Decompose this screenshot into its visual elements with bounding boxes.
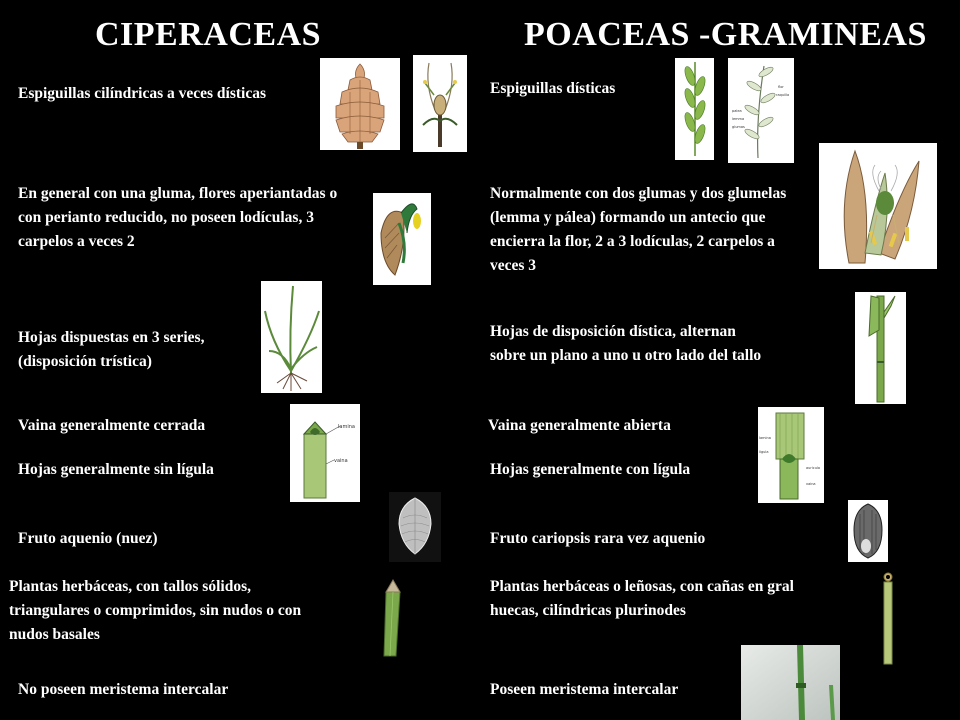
cyperaceae-aquenio-image xyxy=(389,492,441,562)
cip-ligula-text: Hojas generalmente sin lígula xyxy=(18,461,214,478)
poa-hojas-disticas-text: Hojas de disposición dística, alternan sobre un plano a uno u otro lado del tallo xyxy=(490,323,762,364)
raquilla-label: raquilla xyxy=(776,93,790,97)
cip-tallos-text: Plantas herbáceas, con tallos sólidos, triangulares o comprimidos, sin nudos o con nudos basales xyxy=(9,578,302,643)
poaceae-cariopsis-image xyxy=(848,500,888,562)
cyperaceae-gluma-image xyxy=(373,193,431,285)
cip-vaina-text: Vaina generalmente cerrada xyxy=(18,417,206,434)
poaceae-hoja-image xyxy=(855,292,906,404)
cyperaceae-plant-image xyxy=(261,281,322,393)
ciperaceas-title: CIPERACEAS xyxy=(95,16,322,53)
cyperaceae-flower-image xyxy=(413,55,467,152)
lamina-left-label: lamina xyxy=(338,424,355,430)
poaceae-meristema-image xyxy=(741,645,840,720)
flor-label: flor xyxy=(778,85,784,89)
lemma-label: lemma xyxy=(732,117,745,121)
auricula-right-label: auricula xyxy=(806,466,821,470)
cip-espiguillas-text: Espiguillas cilíndricas a veces dísticas xyxy=(18,85,267,102)
ligula-right-label: ligula xyxy=(759,450,769,454)
vaina-right-label: vaina xyxy=(806,482,816,486)
poaceae-spike-image xyxy=(675,58,714,160)
poaceas-title: POACEAS -GRAMINEAS xyxy=(524,16,927,53)
poa-meristema-text: Poseen meristema intercalar xyxy=(490,681,679,698)
cip-hojas-series-text: Hojas dispuestas en 3 series, (disposición trística) xyxy=(18,329,205,370)
poa-glumas-text: Normalmente con dos glumas y dos glumelas (lemma y pálea) formando un antecio que encierra la flor, 2 a 3 lodículas, 2 carpelos a veces 3 xyxy=(490,185,787,274)
poaceae-vaina-abierta-image xyxy=(758,407,824,503)
poa-fruto-text: Fruto cariopsis rara vez aquenio xyxy=(490,530,706,547)
cyperaceae-vaina-cerrada-image xyxy=(290,404,360,502)
poa-ligula-text: Hojas generalmente con lígula xyxy=(490,461,691,478)
palea-label: palea xyxy=(732,109,742,113)
vaina-left-label: vaina xyxy=(334,458,348,464)
poaceae-antecio-image xyxy=(819,143,937,269)
poaceae-spikelet-diagram-image xyxy=(728,58,794,163)
poaceae-cana-image xyxy=(879,570,897,666)
lamina-right-label: lamina xyxy=(759,436,771,440)
cip-fruto-text: Fruto aquenio (nuez) xyxy=(18,530,158,547)
cip-flores-text: En general con una gluma, flores aperiantadas o con perianto reducido, no poseen lodículas, 3 carpelos a veces 2 xyxy=(18,185,338,250)
poa-vaina-text: Vaina generalmente abierta xyxy=(488,417,671,434)
cyperaceae-tallo-image xyxy=(378,578,404,660)
poa-canas-text: Plantas herbáceas o leñosas, con cañas en gral huecas, cilíndricas plurinodes xyxy=(490,578,794,619)
poa-espiguillas-text: Espiguillas dísticas xyxy=(490,80,616,97)
cyperaceae-spikelet-image xyxy=(320,58,400,150)
glumas-label: glumas xyxy=(732,125,745,129)
cip-meristema-text: No poseen meristema intercalar xyxy=(18,681,229,698)
